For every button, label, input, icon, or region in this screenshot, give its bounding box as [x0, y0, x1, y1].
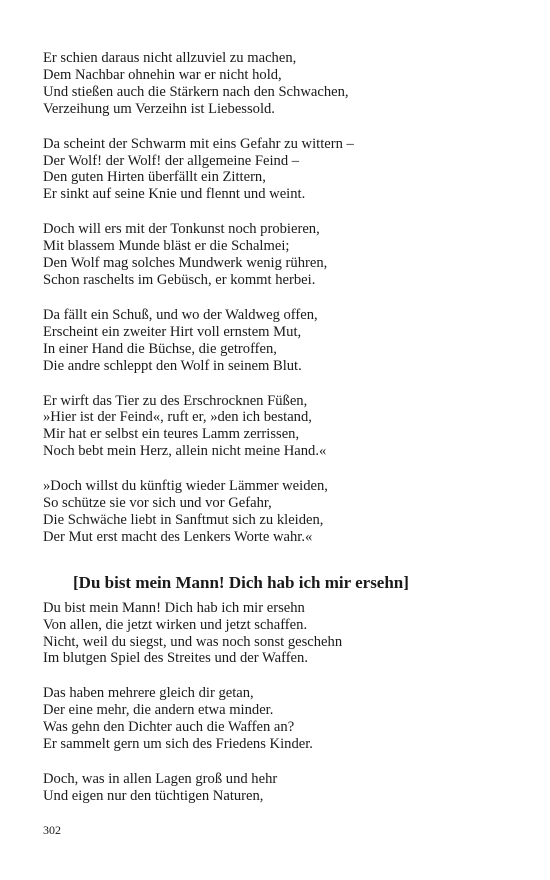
verse-line: Den guten Hirten überfällt ein Zittern,	[43, 169, 266, 186]
stanza	[43, 136, 513, 204]
verse-line: Er wirft das Tier zu des Erschrocknen Füßen,	[43, 392, 308, 409]
stanza	[43, 600, 513, 668]
verse-line: Mir hat er selbst ein teures Lamm zerrissen,	[43, 426, 300, 443]
stanza	[43, 307, 513, 375]
verse-line: Noch bebt mein Herz, allein nicht meine Hand.«	[43, 443, 327, 460]
verse-line: Er sinkt auf seine Knie und flennt und weint.	[43, 186, 306, 203]
verse-line: Du bist mein Mann! Dich hab ich mir ersehn	[43, 599, 305, 616]
verse-line: Das haben mehrere gleich dir getan,	[43, 685, 254, 702]
verse-line: Von allen, die jetzt wirken und jetzt schaffen.	[43, 616, 308, 633]
text-block	[43, 50, 513, 823]
verse-line: Der Wolf! der Wolf! der allgemeine Feind –	[43, 152, 300, 169]
verse-line: Da fällt ein Schuß, und wo der Waldweg offen,	[43, 306, 318, 323]
stanza	[43, 393, 513, 461]
verse-line: Was gehn den Dichter auch die Waffen an?	[43, 719, 295, 736]
stanza	[43, 50, 513, 118]
stanza	[43, 685, 513, 753]
verse-line: Schon raschelts im Gebüsch, er kommt herbei.	[43, 271, 316, 288]
verse-line: Er schien daraus nicht allzuviel zu machen,	[43, 50, 297, 66]
verse-line: Erscheint ein zweiter Hirt voll ernstem Mut,	[43, 323, 302, 340]
verse-line: Nicht, weil du siegst, und was noch sonst geschehn	[43, 633, 343, 650]
verse-line: Der Mut erst macht des Lenkers Worte wahr.«	[43, 528, 313, 545]
verse-line: Da scheint der Schwarm mit eins Gefahr zu wittern –	[43, 135, 354, 152]
verse-line: Den Wolf mag solches Mundwerk wenig rühren,	[43, 255, 328, 272]
stanza	[43, 478, 513, 546]
verse-line: Im blutgen Spiel des Streites und der Waffen.	[43, 650, 308, 667]
verse-line: Und eigen nur den tüchtigen Naturen,	[43, 787, 264, 804]
stanza	[43, 771, 513, 805]
verse-line: Der eine mehr, die andern etwa minder.	[43, 702, 274, 719]
verse-line: Die andre schleppt den Wolf in seinem Blut.	[43, 357, 302, 374]
verse-line: So schütze sie vor sich und vor Gefahr,	[43, 495, 272, 512]
verse-line: Doch, was in allen Lagen groß und hehr	[43, 771, 278, 787]
poem-title: [Du bist mein Mann! Dich hab ich mir ersehn]	[73, 572, 409, 592]
page-number: 302	[43, 823, 61, 837]
verse-line: Die Schwäche liebt in Sanftmut sich zu kleiden,	[43, 511, 324, 528]
verse-line: Dem Nachbar ohnehin war er nicht hold,	[43, 66, 282, 83]
verse-line: Und stießen auch die Stärkern nach den Schwachen,	[43, 83, 349, 100]
verse-line: Mit blassem Munde bläst er die Schalmei;	[43, 238, 290, 255]
verse-line: »Hier ist der Feind«, ruft er, »den ich bestand,	[43, 409, 312, 426]
verse-line: Verzeihung um Verzeihn ist Liebessold.	[43, 100, 275, 117]
verse-line: Doch will ers mit der Tonkunst noch probieren,	[43, 221, 320, 238]
verse-line: »Doch willst du künftig wieder Lämmer weiden,	[43, 478, 328, 495]
stanza	[43, 221, 513, 289]
verse-line: Er sammelt gern um sich des Friedens Kinder.	[43, 736, 313, 753]
verse-line: In einer Hand die Büchse, die getroffen,	[43, 340, 277, 357]
